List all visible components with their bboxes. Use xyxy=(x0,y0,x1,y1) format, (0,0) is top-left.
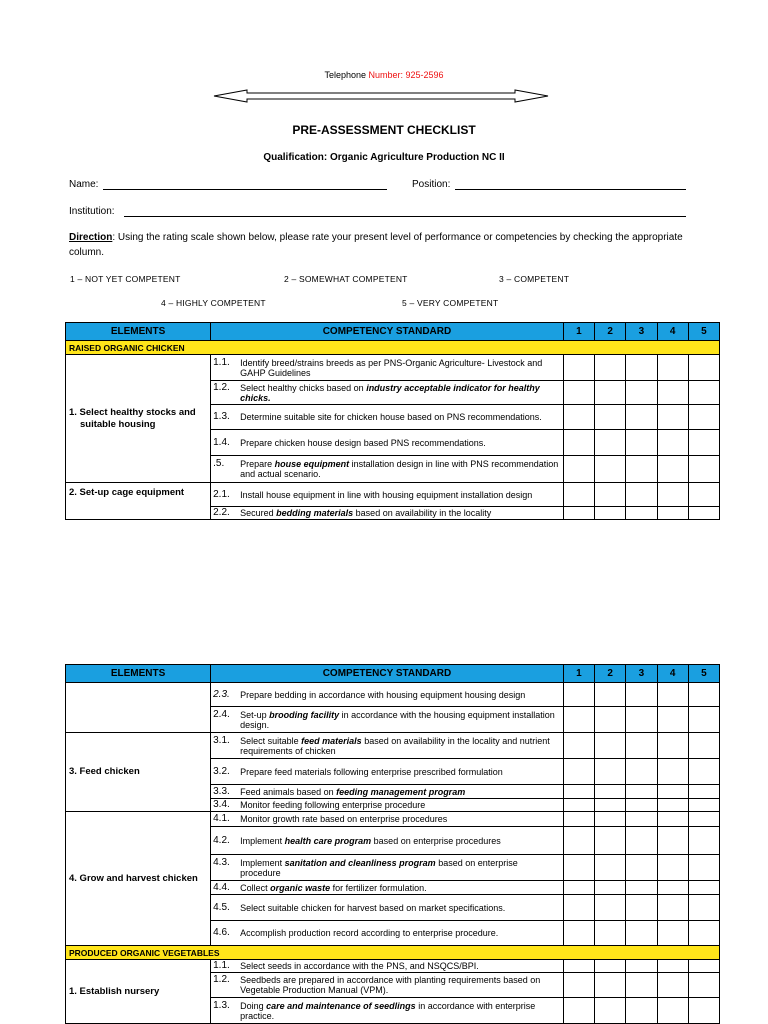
rating-checkbox[interactable] xyxy=(595,381,626,405)
rating-checkbox[interactable] xyxy=(688,921,719,946)
standard-cell: 3.4. Monitor feeding following enterprise procedure xyxy=(211,799,564,812)
rating-checkbox[interactable] xyxy=(563,707,594,733)
scale-5: 5 – VERY COMPETENT xyxy=(402,298,499,308)
element-cell: 3. Feed chicken xyxy=(66,733,211,812)
rating-checkbox[interactable] xyxy=(688,827,719,855)
rating-checkbox[interactable] xyxy=(688,855,719,881)
rating-checkbox[interactable] xyxy=(626,827,657,855)
scale-4: 4 – HIGHLY COMPETENT xyxy=(161,298,266,308)
rating-checkbox[interactable] xyxy=(657,895,688,921)
rating-checkbox[interactable] xyxy=(626,483,657,507)
scale-2: 2 – SOMEWHAT COMPETENT xyxy=(284,274,408,284)
header-rating-5: 5 xyxy=(688,323,719,341)
rating-checkbox[interactable] xyxy=(657,960,688,973)
element-cell: 1. Establish nursery xyxy=(66,960,211,1024)
rating-checkbox[interactable] xyxy=(595,960,626,973)
rating-checkbox[interactable] xyxy=(595,507,626,520)
checklist-table-1 xyxy=(65,322,720,520)
rating-checkbox[interactable] xyxy=(657,973,688,998)
table-row xyxy=(66,683,720,707)
rating-checkbox[interactable] xyxy=(563,381,594,405)
standard-cell: 1.1. Select seeds in accordance with the PNS, and NSQCS/BPI. xyxy=(211,960,564,973)
rating-checkbox[interactable] xyxy=(595,355,626,381)
rating-checkbox[interactable] xyxy=(563,456,594,483)
rating-checkbox[interactable] xyxy=(688,456,719,483)
rating-checkbox[interactable] xyxy=(595,827,626,855)
rating-checkbox[interactable] xyxy=(563,785,594,799)
standard-cell: 1.4. Prepare chicken house design based PNS recommendations. xyxy=(211,430,564,456)
rating-checkbox[interactable] xyxy=(657,921,688,946)
scale-3: 3 – COMPETENT xyxy=(499,274,570,284)
rating-checkbox[interactable] xyxy=(657,855,688,881)
rating-checkbox[interactable] xyxy=(595,785,626,799)
rating-checkbox[interactable] xyxy=(595,483,626,507)
header-rating-1: 1 xyxy=(563,665,594,683)
telephone-line xyxy=(0,70,768,80)
rating-checkbox[interactable] xyxy=(563,355,594,381)
rating-checkbox[interactable] xyxy=(688,812,719,827)
institution-line xyxy=(124,216,686,217)
rating-checkbox[interactable] xyxy=(688,381,719,405)
rating-checkbox[interactable] xyxy=(595,998,626,1024)
rating-checkbox[interactable] xyxy=(657,707,688,733)
rating-checkbox[interactable] xyxy=(595,812,626,827)
header-rating-4: 4 xyxy=(657,323,688,341)
rating-checkbox[interactable] xyxy=(626,855,657,881)
rating-checkbox[interactable] xyxy=(626,507,657,520)
position-label: Position: xyxy=(412,179,451,190)
element-cell: 1. Select healthy stocks and suitable housing xyxy=(66,355,211,483)
header-rating-5: 5 xyxy=(688,665,719,683)
header-rating-4: 4 xyxy=(657,665,688,683)
header-rating-3: 3 xyxy=(626,665,657,683)
scale-1: 1 – NOT YET COMPETENT xyxy=(70,274,181,284)
rating-checkbox[interactable] xyxy=(688,759,719,785)
rating-checkbox[interactable] xyxy=(657,507,688,520)
rating-checkbox[interactable] xyxy=(563,921,594,946)
page-title: PRE-ASSESSMENT CHECKLIST xyxy=(292,123,476,137)
institution-label: Institution: xyxy=(69,206,115,217)
rating-checkbox[interactable] xyxy=(626,355,657,381)
position-field[interactable] xyxy=(412,179,450,190)
header-rating-1: 1 xyxy=(563,323,594,341)
rating-checkbox[interactable] xyxy=(563,799,594,812)
rating-checkbox[interactable] xyxy=(688,960,719,973)
rating-checkbox[interactable] xyxy=(626,759,657,785)
table-row xyxy=(66,483,720,507)
rating-checkbox[interactable] xyxy=(563,827,594,855)
rating-checkbox[interactable] xyxy=(563,507,594,520)
category-row: PRODUCED ORGANIC VEGETABLES xyxy=(66,946,720,960)
rating-checkbox[interactable] xyxy=(595,683,626,707)
rating-checkbox[interactable] xyxy=(563,895,594,921)
rating-checkbox[interactable] xyxy=(626,456,657,483)
rating-checkbox[interactable] xyxy=(688,507,719,520)
rating-checkbox[interactable] xyxy=(688,799,719,812)
standard-cell: 2.3. Prepare bedding in accordance with housing equipment housing design xyxy=(211,683,564,707)
rating-checkbox[interactable] xyxy=(595,733,626,759)
rating-checkbox[interactable] xyxy=(563,881,594,895)
rating-checkbox[interactable] xyxy=(688,405,719,430)
rating-checkbox[interactable] xyxy=(626,895,657,921)
rating-checkbox[interactable] xyxy=(688,881,719,895)
rating-checkbox[interactable] xyxy=(626,973,657,998)
rating-checkbox[interactable] xyxy=(657,405,688,430)
rating-checkbox[interactable] xyxy=(595,759,626,785)
rating-checkbox[interactable] xyxy=(657,799,688,812)
standard-cell: 2.4. Set-up brooding facility in accordance with the housing equipment installation design. xyxy=(211,707,564,733)
rating-checkbox[interactable] xyxy=(626,733,657,759)
rating-checkbox[interactable] xyxy=(595,707,626,733)
rating-checkbox[interactable] xyxy=(688,895,719,921)
rating-checkbox[interactable] xyxy=(595,895,626,921)
header-elements: ELEMENTS xyxy=(66,665,211,683)
standard-cell: 3.3. Feed animals based on feeding management program xyxy=(211,785,564,799)
rating-checkbox[interactable] xyxy=(657,683,688,707)
rating-checkbox[interactable] xyxy=(688,683,719,707)
rating-checkbox[interactable] xyxy=(657,456,688,483)
category-row: RAISED ORGANIC CHICKEN xyxy=(66,341,720,355)
rating-checkbox[interactable] xyxy=(626,785,657,799)
rating-checkbox[interactable] xyxy=(595,456,626,483)
table-header-row xyxy=(66,665,720,683)
element-cell: 4. Grow and harvest chicken xyxy=(66,812,211,946)
rating-checkbox[interactable] xyxy=(626,812,657,827)
rating-checkbox[interactable] xyxy=(595,921,626,946)
rating-checkbox[interactable] xyxy=(563,960,594,973)
standard-cell: 4.1. Monitor growth rate based on enterprise procedures xyxy=(211,812,564,827)
standard-cell: 3.1. Select suitable feed materials based on availability in the locality and nutrient requirements of chicken xyxy=(211,733,564,759)
name-label: Name: xyxy=(69,179,99,190)
rating-checkbox[interactable] xyxy=(657,827,688,855)
rating-checkbox[interactable] xyxy=(626,881,657,895)
rating-checkbox[interactable] xyxy=(657,733,688,759)
telephone-number: Number: 925-2596 xyxy=(368,70,444,80)
rating-checkbox[interactable] xyxy=(595,430,626,456)
position-line xyxy=(455,189,686,190)
rating-checkbox[interactable] xyxy=(626,998,657,1024)
rating-checkbox[interactable] xyxy=(563,733,594,759)
rating-checkbox[interactable] xyxy=(688,998,719,1024)
rating-checkbox[interactable] xyxy=(626,921,657,946)
rating-checkbox[interactable] xyxy=(657,812,688,827)
rating-checkbox[interactable] xyxy=(688,785,719,799)
table-row xyxy=(66,355,720,381)
rating-checkbox[interactable] xyxy=(626,405,657,430)
standard-cell: 2.1. Install house equipment in line with housing equipment installation design xyxy=(211,483,564,507)
double-arrow-icon xyxy=(213,89,549,103)
direction-paragraph xyxy=(69,230,689,260)
header-rating-2: 2 xyxy=(595,323,626,341)
standard-cell: .5. Prepare house equipment installation design in line with PNS recommendation and actual scenario. xyxy=(211,456,564,483)
rating-checkbox[interactable] xyxy=(657,355,688,381)
element-cell: 2. Set-up cage equipment xyxy=(66,483,211,520)
header-rating-2: 2 xyxy=(595,665,626,683)
standard-cell: 1.2. Select healthy chicks based on industry acceptable indicator for healthy chicks. xyxy=(211,381,564,405)
standard-cell: 4.4. Collect organic waste for fertilizer formulation. xyxy=(211,881,564,895)
rating-checkbox[interactable] xyxy=(595,881,626,895)
rating-checkbox[interactable] xyxy=(626,707,657,733)
rating-checkbox[interactable] xyxy=(688,430,719,456)
rating-checkbox[interactable] xyxy=(626,799,657,812)
rating-checkbox[interactable] xyxy=(626,960,657,973)
rating-checkbox[interactable] xyxy=(688,483,719,507)
rating-checkbox[interactable] xyxy=(688,355,719,381)
rating-checkbox[interactable] xyxy=(688,973,719,998)
rating-checkbox[interactable] xyxy=(657,381,688,405)
institution-field[interactable] xyxy=(69,206,115,217)
table-row xyxy=(66,733,720,759)
direction-label: Direction xyxy=(69,232,113,243)
standard-cell: 2.2. Secured bedding materials based on availability in the locality xyxy=(211,507,564,520)
rating-checkbox[interactable] xyxy=(657,998,688,1024)
rating-checkbox[interactable] xyxy=(563,683,594,707)
rating-checkbox[interactable] xyxy=(688,707,719,733)
standard-cell: 3.2. Prepare feed materials following enterprise prescribed formulation xyxy=(211,759,564,785)
telephone-label: Telephone xyxy=(324,70,366,80)
rating-checkbox[interactable] xyxy=(595,799,626,812)
rating-checkbox[interactable] xyxy=(595,973,626,998)
qualification: Qualification: Organic Agriculture Production NC II xyxy=(263,152,505,163)
rating-checkbox[interactable] xyxy=(563,759,594,785)
rating-checkbox[interactable] xyxy=(626,430,657,456)
element-cell-empty xyxy=(66,683,211,733)
rating-checkbox[interactable] xyxy=(626,683,657,707)
rating-checkbox[interactable] xyxy=(563,855,594,881)
rating-checkbox[interactable] xyxy=(626,381,657,405)
checklist-table-2 xyxy=(65,664,720,1024)
rating-checkbox[interactable] xyxy=(563,812,594,827)
rating-checkbox[interactable] xyxy=(563,973,594,998)
standard-cell: 4.6. Accomplish production record according to enterprise procedure. xyxy=(211,921,564,946)
table-row xyxy=(66,812,720,827)
standard-cell: 4.3. Implement sanitation and cleanliness program based on enterprise procedure xyxy=(211,855,564,881)
name-field[interactable] xyxy=(69,179,98,190)
rating-checkbox[interactable] xyxy=(657,881,688,895)
standard-cell: 1.1. Identify breed/strains breeds as per PNS-Organic Agriculture- Livestock and GAHP Guidelines xyxy=(211,355,564,381)
rating-checkbox[interactable] xyxy=(563,483,594,507)
standard-cell: 1.2. Seedbeds are prepared in accordance with planting requirements based on Vegetable Production Manual (VPM). xyxy=(211,973,564,998)
rating-checkbox[interactable] xyxy=(563,430,594,456)
rating-checkbox[interactable] xyxy=(563,405,594,430)
rating-checkbox[interactable] xyxy=(657,785,688,799)
name-line xyxy=(103,189,387,190)
header-standard: COMPETENCY STANDARD xyxy=(211,665,564,683)
direction-text: : Using the rating scale shown below, please rate your present level of performance or competencies by checking the appropriate column. xyxy=(69,232,683,258)
rating-checkbox[interactable] xyxy=(657,759,688,785)
standard-cell: 1.3. Doing care and maintenance of seedlings in accordance with enterprise practice. xyxy=(211,998,564,1024)
standard-cell: 4.2. Implement health care program based on enterprise procedures xyxy=(211,827,564,855)
rating-checkbox[interactable] xyxy=(595,855,626,881)
header-elements: ELEMENTS xyxy=(66,323,211,341)
standard-cell: 1.3. Determine suitable site for chicken house based on PNS recommendations. xyxy=(211,405,564,430)
rating-checkbox[interactable] xyxy=(563,998,594,1024)
rating-checkbox[interactable] xyxy=(595,405,626,430)
table-header-row xyxy=(66,323,720,341)
standard-cell: 4.5. Select suitable chicken for harvest based on market specifications. xyxy=(211,895,564,921)
rating-checkbox[interactable] xyxy=(688,733,719,759)
rating-checkbox[interactable] xyxy=(657,483,688,507)
header-rating-3: 3 xyxy=(626,323,657,341)
header-standard: COMPETENCY STANDARD xyxy=(211,323,564,341)
rating-checkbox[interactable] xyxy=(657,430,688,456)
table-row xyxy=(66,960,720,973)
